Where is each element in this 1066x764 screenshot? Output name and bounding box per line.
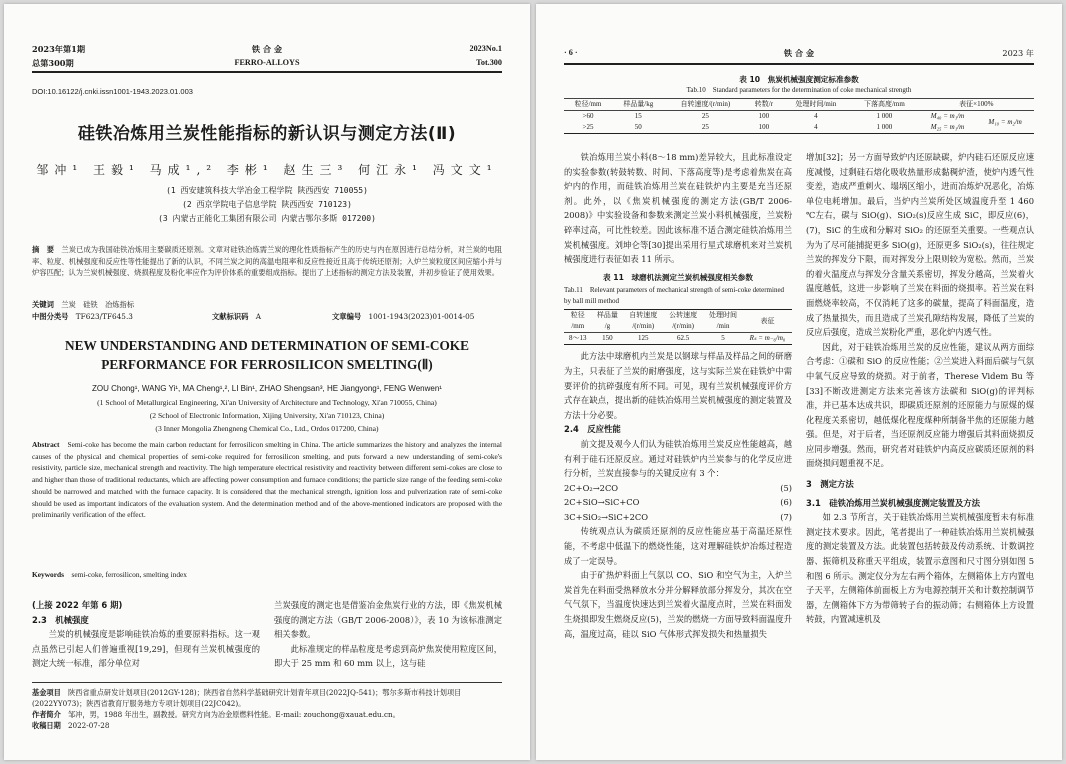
keywords-en (32, 569, 187, 580)
table-10-header-row (564, 99, 1034, 111)
continued-note: (上接 2022 年第 6 期) (32, 600, 123, 610)
t10-r0-6: M₄₀ = m₁/m (919, 111, 977, 123)
table-row (564, 122, 1034, 134)
t11-h1-3: 公转速度 (663, 310, 703, 322)
keywords-en-text: semi-coke, ferrosilicon, smelting index (71, 570, 187, 579)
tot-label: Tot.300 (476, 58, 502, 67)
t10-r0-5: 1 000 (850, 111, 919, 123)
title-cn: 硅铁冶炼用兰炭性能指标的新认识与测定方法(Ⅱ) (77, 124, 457, 144)
title-en-line-2: PERFORMANCE FOR FERROSILICON SMELTING(Ⅱ) (101, 357, 433, 372)
doc-code-value: A (255, 312, 262, 321)
total-issue-label: 总第300期 (32, 58, 74, 68)
t11-h2-0: /mm (571, 322, 585, 331)
r-col2-para-3: 如 2.3 节所言，关于硅铁冶炼用兰炭机械强度暂未有标准测定技术要求。因此，笔者提出了一种硅铁冶炼用兰炭机械强度的测定装置及方法。此装置包括转鼓及传动系统、计数调控器、振筛机及称重天平组成，装置示意图和尺寸图分别如图 5 和图 6 所示。测定仪分为左右两个箱体，左侧箱体上方内置电子天平，左侧箱体前面板上方为电源控制开关和计数控制调节器，左侧箱体下方为带筛转子台的振动筛；右侧箱体上方设置转鼓，内置减速机及 (806, 512, 1034, 625)
affiliation-cn-3: (3 内蒙古正能化工集团有限公司 内蒙古鄂尔多斯 017200) (158, 214, 376, 223)
r-col1-para-3: 前文提及观今人们认为硅铁冶炼用兰炭反应性能越高，越有利于硅石还原反应。通过对硅铁炉内兰炭参与的化学反应进行分析，兰炭直接参与的关键反应有 3 个： (564, 438, 792, 479)
t10-r1-1: 50 (612, 122, 665, 134)
t10-r0-3: 100 (746, 111, 782, 123)
t11-r-2: 125 (623, 333, 663, 345)
table-10-caption-en: Tab.10 Standard parameters for the determination of coke mechanical strength (686, 86, 912, 94)
r-col1-para-4: 传统观点认为碳质还原剂的反应性能应基于高温还原性能，不考虑中低温下的燃烧性能，这对理解硅铁炉冶炼过程造成了一定误导。 (564, 526, 792, 566)
article-no-value: 1001-1943(2023)01-0014-05 (368, 312, 475, 321)
received-note (32, 720, 502, 731)
received-label: 收稿日期 (32, 721, 61, 730)
t10-h-0: 粒径/mm (564, 99, 612, 111)
left-column-1 (32, 598, 260, 671)
header-rule-right (564, 63, 1034, 65)
keywords-en-label: Keywords (32, 570, 65, 579)
right-column-1 (564, 150, 792, 641)
author-text: 邹冲，男，1988 年出生，副教授。研究方向为冶金原燃料性能。E-mail: zouchong@xauat.edu.cn。 (67, 710, 400, 719)
t11-h2-1: /g (604, 322, 611, 331)
page-number: · 6 · (564, 48, 578, 57)
r-col1-para-2: 此方法中球磨机内兰炭是以钢球与样品及样品之间的研磨为主，只表征了兰炭的耐磨强度，这与实际兰炭在硅铁炉中需要评价的抗碎强度有所不同。可见，现有兰炭机械强度评价方式存在缺点，提出新的硅铁冶炼用兰炭机械强度的测定装置及方法十分必要。 (564, 351, 792, 420)
table-10-caption-cn: 表 10 焦炭机械强度测定标准参数 (739, 75, 859, 84)
table-11 (564, 271, 792, 346)
t11-r-3: 62.5 (663, 333, 703, 345)
clc (32, 312, 133, 322)
author-note (32, 709, 502, 720)
affiliation-cn-1: (1 西安建筑科技大学冶金工程学院 陕西西安 710055) (166, 186, 368, 195)
column-2-text-b: 此标准规定的样品粒度是考虑到高炉焦炭使用粒度区间，即大于 25 mm 和 60 mm 以上，这与硅 (274, 643, 502, 669)
section-3-1-heading: 3.1 硅铁冶炼用兰炭机械强度测定装置及方法 (806, 497, 980, 508)
fund-label: 基金项目 (32, 688, 61, 697)
doc-code (212, 312, 262, 322)
t11-r-0: 8～13 (564, 333, 592, 345)
t10-r0-4: 4 (782, 111, 851, 123)
abstract-cn-text: 兰炭已成为我国硅铁冶炼用主要碳质还原剂。文章对硅铁冶炼需兰炭的理化性质指标产生的历史与内在原因进行总结分析，对兰炭的电阻率、粒度、机械强度和反应性等性能提出了新的认识，不同兰炭之间的高温电阻率和反应性接近且高于传统还原剂；入炉兰炭粒度区间应缩小并与炉容匹配；认为兰炭机械强度、烧损程度及粉化率应作为评价体系的重要组成指标。提出了上述指标的测定方法及装置，并初步验证了使用效果。 (32, 245, 503, 278)
keywords-cn (32, 300, 134, 310)
table-10 (564, 74, 1034, 134)
table-11-header-row-1 (564, 310, 792, 322)
journal-title-cn-right: 铁 合 金 (783, 48, 815, 58)
equation-6-no: (6) (780, 497, 792, 508)
table-11-caption-cn: 表 11 球磨机法测定兰炭机械强度相关参数 (603, 272, 753, 282)
equation-7-expr: 3C+SiO₂→SiC+2CO (564, 511, 649, 522)
left-column-2 (274, 598, 502, 671)
affiliation-cn-2: (2 西京学院电子信息学院 陕西西安 710123) (182, 200, 352, 209)
t10-r1-0: >25 (564, 122, 612, 134)
t11-r-4: 5 (703, 333, 743, 345)
abstract-en-label: Abstract (32, 440, 60, 449)
t10-h-4: 处理时间/min (782, 99, 851, 111)
t10-r1-2: 25 (665, 122, 747, 134)
abstract-cn-label: 摘 要 (32, 245, 55, 254)
affiliation-en-3: (3 Inner Mongolia Zhengneng Chemical Co., Ltd., Ordos 017200, China) (155, 424, 379, 433)
abstract-cn (32, 244, 502, 279)
equation-7 (564, 510, 792, 525)
t10-r0-0: >60 (564, 111, 612, 123)
table-11-grid (564, 309, 792, 345)
table-10-grid (564, 98, 1034, 134)
t11-h1-5: 表征 (743, 310, 792, 333)
journal-title-cn: 铁 合 金 (251, 44, 283, 54)
clc-value: TF623/TF645.3 (75, 312, 133, 321)
footnote (32, 682, 502, 731)
t10-r0-1: 15 (612, 111, 665, 123)
t10-r1-5: 1 000 (850, 122, 919, 134)
t11-h1-2: 自转速度 (623, 310, 663, 322)
column-2-text-a: 兰炭强度的测定也是借鉴冶金焦炭行业的方法，即《焦炭机械强度的测定方法（GB/T 2006-2008）》，表 10 为该标准测定相关参数。 (274, 600, 502, 640)
equation-5 (564, 481, 792, 496)
section-2-4-heading: 2.4 反应性能 (564, 424, 621, 435)
table-row (564, 333, 792, 345)
right-page (536, 4, 1062, 760)
section-3-heading: 3 测定方法 (806, 479, 854, 490)
t10-h-6: 表征×100% (919, 99, 1034, 111)
doc-code-label: 文献标识码 (212, 312, 249, 321)
t11-h1-0: 粒径 (564, 310, 592, 322)
t10-r1-6: M₂₅ = m₁/m (919, 122, 977, 134)
clc-label: 中图分类号 (32, 312, 69, 321)
affiliation-en-2: (2 School of Electronic Information, Xijing University, Xi'an 710123, China) (149, 411, 385, 420)
t11-h2-2: /(r/min) (632, 322, 655, 331)
t11-h1-1: 样品量 (592, 310, 624, 322)
r-col2-para-2: 因此，对于硅铁冶炼用兰炭的反应性能，建议从两方面综合考虑：①碳和 SiO 的反应性能；②兰炭进入料面后碳与气氛中氧气反应导致的烧损。对于前者，Therese Videm Bu 等[33]不断改进测定方法来完善该方法碳和 SiO(g)的评判标准，并已基本达成共识，即碳质还原剂的还原能力与原煤的煤化程度关系密切，越低煤化程度煤种所制备半焦的还原能力越强。但是，对于后者，当还原剂反应能力增强后其料面烧损反应同步增强。然而，研究者对硅铁炉内高反应碳质还原剂的料面烧损问题重视不足。 (806, 341, 1034, 469)
r-col1-para-5: 由于矿热炉料面上气氛以 CO、SiO 和空气为主，入炉兰炭首先在料面受热释放水分并分解释放部分挥发分，其次在空气气氛下，当温度快速达到兰炭着火温度点时，兰炭在料面发生烧损即发生燃烧反应(5)，兰炭的燃烧一方面导致料面温度升高，温度过高，硅以 SiO 气体形式挥发损失和热量损失 (564, 570, 792, 639)
abstract-en (32, 439, 502, 521)
equation-7-no: (7) (780, 511, 792, 522)
t11-h2-4: /min (716, 322, 730, 331)
equation-5-expr: 2C+O₂→2CO (564, 482, 619, 493)
fund-note (32, 687, 502, 709)
equation-6 (564, 495, 792, 510)
t10-extra: M₁₀ = m₂/m (976, 111, 1034, 134)
t11-h2-3: /(r/min) (672, 322, 695, 331)
title-en-line-1: NEW UNDERSTANDING AND DETERMINATION OF SEMI-COKE (65, 338, 469, 353)
t10-h-3: 转数/r (746, 99, 782, 111)
t10-r0-2: 25 (665, 111, 747, 123)
left-page (4, 4, 530, 760)
t10-h-5: 下落高度/mm (850, 99, 919, 111)
article-no-label: 文章编号 (332, 312, 362, 321)
year-no-label: 2023No.1 (469, 44, 502, 53)
t10-h-1: 样品量/kg (612, 99, 665, 111)
doi: DOI:10.16122/j.cnki.issn1001-1943.2023.01.003 (32, 87, 193, 96)
equation-5-no: (5) (780, 482, 792, 493)
received-text: 2022-07-28 (67, 721, 110, 730)
issue-label: 2023年第1期 (32, 44, 86, 54)
article-no (332, 312, 475, 322)
keywords-cn-text: 兰炭 硅铁 冶炼指标 (61, 300, 135, 309)
t10-r1-3: 100 (746, 122, 782, 134)
t11-h1-4: 处理时间 (703, 310, 743, 322)
fund-text: 陕西省重点研发计划项目(2012GY-128)；陕西省自然科学基础研究计划青年项目(2022JQ-541)；鄂尔多斯市科技计划项目(2022YY073)；陕西省教育厅服务地方专项计划项目(22JC042)。 (32, 688, 462, 708)
right-column-2 (806, 150, 1034, 627)
abstract-en-text: Semi-coke has become the main carbon reductant for ferrosilicon smelting in China. The article summarizes the history and analyzes the internal causes of the physical and chemical properties of semi-coke required for ferrosilicon smelting, and puts forward a new understanding of semi-coke's resistivity, particle size, mechanical strength and reactivity. The high temperature electrical resistivity and reactivity between different semi-cokes are close to and higher than those of traditional reductants, which are affecting power consumption and furnace conditions; the particle size range of the feeding semi-coke should be narrowed and matched with the furnace capacity. It is considered that the mechanical strength, ignition loss and pulverization rate of semi-coke should be used as important indicators of the evaluation system. And the determination method and of the above-mentioned indicators are proposed with the preliminarily verification of the effect. (32, 440, 502, 520)
header-rule (32, 71, 502, 73)
section-2-3-text: 兰炭的机械强度是影响硅铁冶炼的重要原料指标。这一观点虽然已引起人们普遍重视[19,29]，但现有兰炭机械强度的测定大统一标准，部分单位对 (32, 629, 260, 669)
t10-r1-4: 4 (782, 122, 851, 134)
t10-h-2: 自转速度/(r/min) (665, 99, 747, 111)
authors-en: ZOU Chong¹, WANG Yi¹, MA Cheng¹,², LI Bin¹, ZHAO Shengsan³, HE Jiangyong¹, FENG Wenwen¹ (92, 384, 442, 393)
section-2-3-heading: 2.3 机械强度 (32, 614, 89, 625)
table-row (564, 111, 1034, 123)
r-col2-para-1: 增加[32]；另一方面导致炉内还原缺碳，炉内硅石还原反应速度减慢，过剩硅石熔化吸收热量形成黏稠炉渣，使炉内透气性变差，造成严重刺火、塌埚区缩小，进而冶炼炉况恶化，冶炼单位电耗增加。最后，当炉内兰炭所处区域温度升至 1 460 ℃左右，碳与 SiO(g)、SiO₂(s)反应生成 SiC，即反应(6)，(7)，SiC 的生成和分解对 SiO₂ 的还原至关重要。一些观点认为为了尽可能捕捉更多 SiO(g)，还原更多 SiO₂(s)，往往规定兰炭的挥发分下限，而对挥发分上限则较为宽松。然而，兰炭的着火温度点与挥发分含量关系密切，挥发分越高，兰炭着火温度越低，这进一步影响了兰炭在料面的烧损率。若兰炭在料面燃烧率较高，不仅消耗了这多的碳量，提高了料面温度，造成了热量损失，而且造成了兰炭孔隙结构发展，降低了兰炭的反应后强度，造成兰炭粉化严重，恶化炉内透气性。 (806, 152, 1034, 338)
authors-cn: 邹冲¹ 王毅¹ 马成¹,² 李彬¹ 赵生三³ 何江永¹ 冯文文¹ (36, 163, 498, 177)
author-label: 作者简介 (32, 710, 61, 719)
t11-r-1: 150 (592, 333, 624, 345)
table-11-caption-en: Tab.11 Relevant parameters of mechanical strength of semi-coke determined by ball mill method (564, 286, 785, 306)
r-col1-para-1: 铁冶炼用兰炭小料(8～18 mm)差异较大，且此标准设定的实验参数(转鼓转数、时间、下落高度等)是考虑着焦炭在高炉内的作用，而硅铁冶炼用兰炭在硅铁炉内主要是充当还原剂。此外，以《焦炭机械强度的测定方法(GB/T 2006-2008)》中实验设备和参数来测定兰炭小料机械强度，兰炭粉碎率过高，可比性较差。因此该标准不适合测定硅铁冶炼用兰炭机械强度。刘坤仑等[30]提出采用行星式球磨机来对兰炭机械强度进行表征如表 11 所示。 (564, 152, 792, 265)
affiliation-en-1: (1 School of Metallurgical Engineering, Xi'an University of Architecture and Technology, Xi'an 710055, China) (97, 398, 437, 407)
keywords-cn-label: 关键词 (32, 300, 54, 309)
t11-r-5: Rₛ = m₋₆/m₀ (743, 333, 792, 345)
year-label: 2023 年 (1002, 48, 1034, 58)
equation-6-expr: 2C+SiO→SiC+CO (564, 497, 640, 508)
journal-title-en: FERRO-ALLOYS (234, 58, 300, 67)
